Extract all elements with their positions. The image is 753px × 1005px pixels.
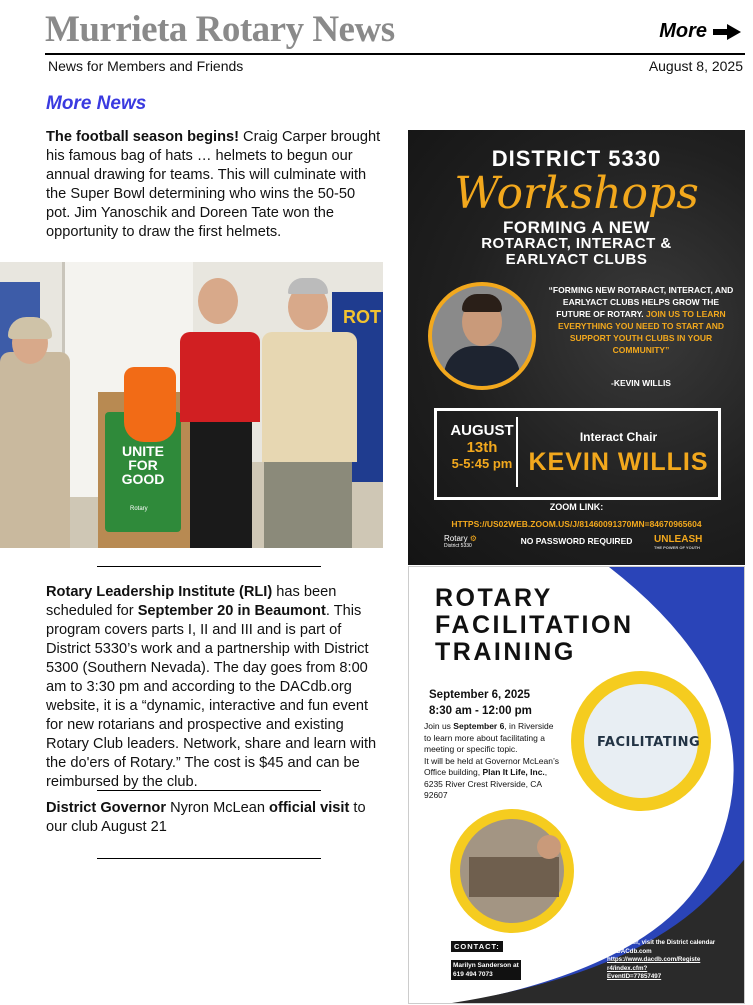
rli-text-1: has been scheduled for [46,584,337,619]
governor-article [46,799,386,837]
flyer2-contact-name: Marilyn Sanderson at [453,962,519,969]
flyer2-body-b: September 6 [453,721,505,731]
rotary-district-text: District 5330 [444,543,472,549]
flyer2-register-text: To register, visit the District calendar on DACdb.com [607,939,716,955]
rli-article [46,583,386,792]
flyer2-body-f: , 6235 River Crest Riverside, CA 92607 [424,767,548,800]
flyer2-contact-phone: 619 494 7073 [453,971,493,978]
rli-date: September 20 in Beaumont [137,603,326,619]
flyer1-quote-author: -KEVIN WILLIS [611,378,671,388]
flyer1-no-password: NO PASSWORD REQUIRED [520,536,633,546]
flyer2-title [435,585,634,666]
unleash-subtext: THE POWER OF YOUTH [654,545,700,550]
flyer1-role: Interact Chair [579,430,658,444]
flyer1-subtitle-1: FORMING A NEW [503,218,650,237]
more-label: More [659,20,707,42]
flyer2-body-d: It will be held at Governor McLean’s Office building, [424,755,559,777]
arrow-right-icon [713,24,741,40]
flyer1-quote [546,284,736,356]
flyer1-quote-a: “FORMING NEW ROTARACT, INTERACT, AND EARLYACT CLUBS HELPS GROW THE FUTURE OF ROTARY. [548,285,734,319]
flyer1-subtitle-3: EARLYACT CLUBS [505,251,648,268]
flyer2-time: 8:30 am - 12:00 pm [429,705,532,717]
flyer2-body-e: Plan It Life, Inc. [482,767,545,777]
banner-right-text: ROT [343,307,381,327]
flyer1-subtitle-2: ROTARACT, INTERACT & [481,235,672,252]
football-lead: The football season begins! [46,129,239,145]
flyer1-speaker-name: KEVIN WILLIS [528,448,709,476]
flyer2-register-event-id[interactable]: EventID=77857497 [607,973,662,981]
separator [97,566,321,567]
flyer2-contact-label: CONTACT: [451,941,503,952]
section-title: More News [46,93,147,114]
unleash-text: UNLEASH [654,534,703,545]
governor-text-2: to our club August 21 [46,800,366,835]
rotary-logo-text: Rotary [444,534,468,543]
masthead-title: Murrieta Rotary News [45,9,395,50]
flyer1-month: AUGUST [450,422,514,439]
flyer1-time: 5-5:45 pm [451,456,513,471]
governor-lead: District Governor [46,800,167,816]
football-article [46,128,381,242]
tagline: News for Members and Friends [48,58,244,74]
governor-text-1: Nyron McLean [166,800,270,816]
issue-date: August 8, 2025 [648,58,743,74]
flyer2-body-c: , in Riverside to learn more about facilitating a meeting or specific topic. [424,721,554,754]
club-photo [0,262,383,548]
header-rule [45,53,745,55]
flyer2-body-a: Join us [424,721,454,731]
separator [97,858,321,859]
facilitation-training-flyer [408,566,745,1004]
flyer1-zoom-label: ZOOM LINK: [549,502,604,512]
podium-banner-logo: Rotary [130,506,148,512]
flyer1-date [446,422,518,471]
flyer2-register [607,939,722,982]
flyer1-day: 13th [466,439,498,456]
podium-banner-text: UNITE FOR GOOD [121,443,165,487]
rotary-logo [444,534,477,549]
unleash-logo [654,534,702,550]
governor-visit: official visit [269,800,350,816]
facilitating-image-text: FACILITATING [597,735,701,750]
flyer1-zoom-url[interactable]: HTTPS://US02WEB.ZOOM.US/J/81460091370MN=84670965604 [451,519,702,529]
more-link[interactable] [659,20,741,43]
flyer2-title-2: FACILITATION [435,611,634,639]
flyer2-contact [451,960,521,980]
flyer2-date: September 6, 2025 [429,689,531,701]
district-workshop-flyer [408,130,745,565]
rli-text-2: . This program covers parts I, II and III and is part of District 5330’s work and a partnership with District 5300 (Southern Nevada). The day goes from 8:00 am to 3:30 pm and according to the DACdb.org website, it is a “dynamic, interactive and fun event for new rotarians and prospective and existing Rotary Club leaders. Network, share and learn with the do'ers of Rotary.” The cost is $45 and can be reimbursed by the club. [46,603,377,790]
flyer2-register-link[interactable]: https://www.dacdb.com/Registe r4/index.cfm? [607,956,701,972]
flyer1-divider [516,417,518,487]
flyer1-title: DISTRICT 5330 [491,146,662,171]
flyer2-title-1: ROTARY [435,584,553,612]
rli-lead: Rotary Leadership Institute (RLI) [46,584,273,600]
football-body: Craig Carper brought his famous bag of hats … helmets to begun our annual drawing for teams. This will culminate with the Super Bowl determining who wins the 50-50 pot. Jim Yanoschik and Doreen Tate won the opportunity to draw the first helmets. [46,129,381,240]
flyer2-body [424,721,559,802]
flyer1-script-title: Workshops [454,168,699,219]
speaker-portrait [428,282,536,390]
flyer1-quote-b: JOIN US TO LEARN EVERYTHING YOU NEED TO START AND SUPPORT YOUTH CLUBS IN YOUR COMMUNITY” [557,309,726,355]
rotary-wheel-icon: ⚙ [469,534,477,543]
flyer2-title-3: TRAINING [435,638,576,666]
separator [97,790,321,791]
